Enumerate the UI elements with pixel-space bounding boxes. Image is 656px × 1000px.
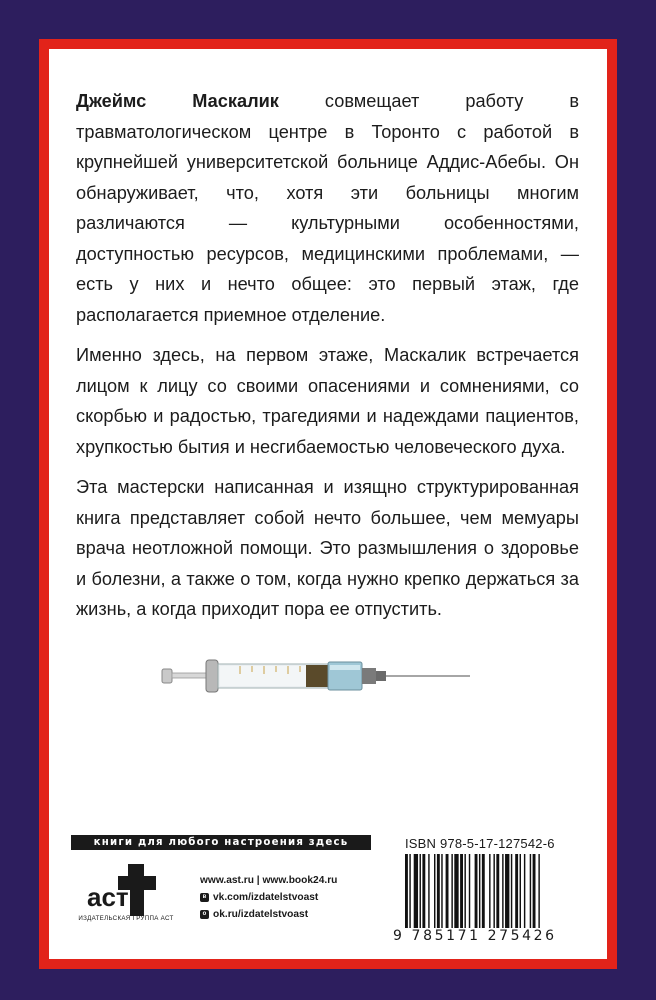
ok-icon: о: [200, 910, 209, 919]
publisher-name: ИЗДАТЕЛЬСКАЯ ГРУППА АСТ: [78, 915, 174, 922]
paragraph-1-text: совмещает работу в травматологическом центре в Торонто с работой в крупнейшей университетской больнице Аддис-Абебы. Он обнаруживает, что, хотя эти больницы многим различаются — культурными особенностями, доступностью ресурсов, медицинскими проблемами, — есть у них и нечто общее: это первый этаж, где располагается приемное отделение.: [76, 91, 579, 325]
barcode-bar: [437, 854, 440, 928]
barcode-bar: [482, 854, 485, 928]
barcode-bar: [422, 854, 425, 928]
barcode-bar: [502, 854, 503, 928]
barcode-bar: [496, 854, 499, 928]
description: [76, 86, 579, 635]
barcode-bar: [464, 854, 465, 928]
barcode-bar: [469, 854, 470, 928]
barcode-bar: [434, 854, 435, 928]
websites-row: [200, 872, 337, 889]
barcode-bar: [524, 854, 525, 928]
barcode-bar: [475, 854, 478, 928]
ok-link[interactable]: ok.ru/izdatelstvoast: [213, 909, 309, 920]
barcode: [403, 854, 588, 928]
barcode-bar: [479, 854, 480, 928]
barcode-bar: [511, 854, 512, 928]
isbn: ISBN 978-5-17-127542-6: [405, 836, 555, 851]
vk-link[interactable]: vk.com/izdatelstvoast: [213, 892, 319, 903]
barcode-bar: [505, 854, 509, 928]
barcode-bar: [414, 854, 418, 928]
author-name: Джеймс Маскалик: [76, 91, 279, 111]
barcode-bar: [530, 854, 531, 928]
paragraph-3: Эта мастерски написанная и изящно структурированная книга представляет собой нечто большее, чем мемуары врача неотложной помощи. Это размышления о здоровье и болезни, а также о том, когда нужно крепко держаться за жизнь, а когда приходит пора ее отпустить.: [76, 477, 579, 619]
barcode-bar: [441, 854, 442, 928]
barcode-bar: [520, 854, 521, 928]
websites[interactable]: www.ast.ru | www.book24.ru: [200, 875, 338, 886]
slogan-banner: книги для любого настроения здесь: [71, 835, 371, 850]
barcode-bar: [420, 854, 421, 928]
vk-icon: в: [200, 893, 209, 902]
barcode-bar: [454, 854, 458, 928]
barcode-bar: [515, 854, 518, 928]
barcode-bar: [409, 854, 410, 928]
barcode-bar: [446, 854, 449, 928]
barcode-bar: [538, 854, 539, 928]
barcode-bar: [533, 854, 536, 928]
ast-logo: [84, 858, 164, 918]
paragraph-1: [76, 86, 579, 330]
vk-row: [200, 889, 337, 906]
barcode-bar: [405, 854, 408, 928]
contacts: [200, 872, 337, 923]
barcode-bar: [428, 854, 429, 928]
ok-row: [200, 906, 337, 923]
barcode-bar: [489, 854, 490, 928]
barcode-bar: [460, 854, 463, 928]
logo-text: аст: [87, 882, 129, 912]
barcode-bar: [451, 854, 452, 928]
syringe-illustration: [160, 652, 472, 698]
barcode-number: 9 785171 275426: [393, 928, 557, 944]
barcode-bar: [493, 854, 494, 928]
paragraph-2: Именно здесь, на первом этаже, Маскалик встречается лицом к лицу со своими опасениями и сомнениями, со скорбью и радостью, трагедиями и надеждами пациентов, хрупкостью бытия и несгибаемостью человеческого духа.: [76, 345, 579, 457]
